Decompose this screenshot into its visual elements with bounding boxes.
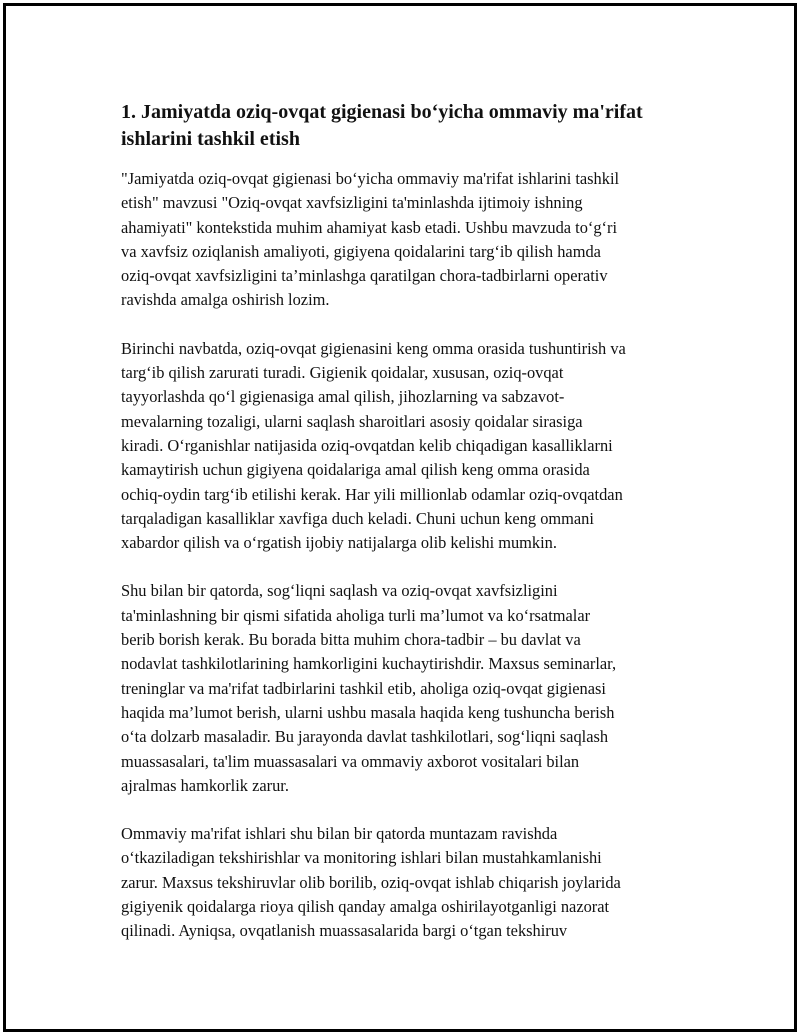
text-line: ravishda amalga oshirish lozim. [121, 290, 330, 310]
text-line: Ommaviy ma'rifat ishlari shu bilan bir qatorda muntazam ravishda [121, 824, 558, 844]
text-line: tarqaladigan kasalliklar xavfiga duch keladi. Chuni uchun keng ommani [121, 508, 594, 528]
text-line: "Jamiyatda oziq-ovqat gigienasi bo‘yicha ommaviy ma'rifat ishlarini tashkil [121, 169, 620, 188]
paragraph-monitoring [121, 822, 691, 943]
text-line: ajralmas hamkorlik zarur. [121, 775, 289, 795]
text-line: kamaytirish uchun gigiyena qoidalariga amal qilish keng omma orasida [121, 460, 590, 480]
paragraph-intro [121, 167, 691, 313]
document-body [121, 99, 691, 968]
text-line: Shu bilan bir qatorda, sog‘liqni saqlash va oziq-ovqat xavfsizligini [121, 581, 558, 601]
heading-line: ishlarini tashkil etish [121, 128, 300, 150]
text-line: treninglar va ma'rifat tadbirlarini tashkil etib, aholiga oziq-ovqat gigienasi [121, 678, 606, 698]
paragraph-hygiene-promotion [121, 337, 691, 556]
text-line: ta'minlashning bir qismi sifatida aholiga turli ma’lumot va ko‘rsatmalar [121, 605, 591, 625]
text-line: nodavlat tashkilotlarining hamkorligini kuchaytirishdir. Maxsus seminarlar, [121, 654, 617, 674]
page-frame [3, 3, 797, 1032]
text-line: Birinchi navbatda, oziq-ovqat gigienasini keng omma orasida tushuntirish va [121, 338, 626, 358]
text-line: berib borish kerak. Bu borada bitta muhim chora-tadbir – bu davlat va [121, 630, 581, 650]
text-line: va xavfsiz oziqlanish amaliyoti, gigiyena qoidalarini targ‘ib qilish hamda [121, 241, 601, 261]
text-line: ahamiyati" kontekstida muhim ahamiyat kasb etadi. Ushbu mavzuda to‘g‘ri [121, 217, 618, 237]
heading-line: 1. Jamiyatda oziq-ovqat gigienasi bo‘yicha ommaviy ma'rifat [121, 101, 643, 123]
text-line: qilinadi. Ayniqsa, ovqatlanish muassasalarida bargi o‘tgan tekshiruv [121, 921, 568, 941]
text-line: mevalarning tozaligi, ularni saqlash sharoitlari asosiy qoidalar sirasiga [121, 411, 583, 431]
section-heading [121, 99, 691, 153]
text-line: ochiq-oydin targ‘ib etilishi kerak. Har yili millionlab odamlar oziq-ovqatdan [121, 484, 623, 504]
text-line: o‘tkaziladigan tekshirishlar va monitoring ishlari bilan mustahkamlanishi [121, 848, 602, 868]
text-line: gigiyenik qoidalarga rioya qilish qanday amalga oshirilayotganligi nazorat [121, 897, 610, 917]
text-line: targ‘ib qilish zarurati turadi. Gigienik qoidalar, xususan, oziq-ovqat [121, 363, 564, 383]
text-line: muassasalari, ta'lim muassasalari va ommaviy axborot vositalari bilan [121, 751, 580, 771]
paragraph-cooperation [121, 579, 691, 798]
text-line: oziq-ovqat xavfsizligini ta’minlashga qaratilgan chora-tadbirlarni operativ [121, 266, 608, 286]
text-line: o‘ta dolzarb masaladir. Bu jarayonda davlat tashkilotlari, sog‘liqni saqlash [121, 727, 609, 747]
text-line: zarur. Maxsus tekshiruvlar olib borilib, oziq-ovqat ishlab chiqarish joylarida [121, 872, 621, 892]
text-line: kiradi. O‘rganishlar natijasida oziq-ovqatdan kelib chiqadigan kasalliklarni [121, 435, 613, 455]
text-line: haqida ma’lumot berish, ularni ushbu masala haqida keng tushuncha berish [121, 702, 615, 722]
text-line: tayyorlashda qo‘l gigienasiga amal qilish, jihozlarning va sabzavot- [121, 387, 565, 407]
text-line: xabardor qilish va o‘rgatish ijobiy natijalarga olib kelishi mumkin. [121, 533, 557, 553]
text-line: etish" mavzusi "Oziq-ovqat xavfsizligini ta'minlashda ijtimoiy ishning [121, 193, 583, 213]
